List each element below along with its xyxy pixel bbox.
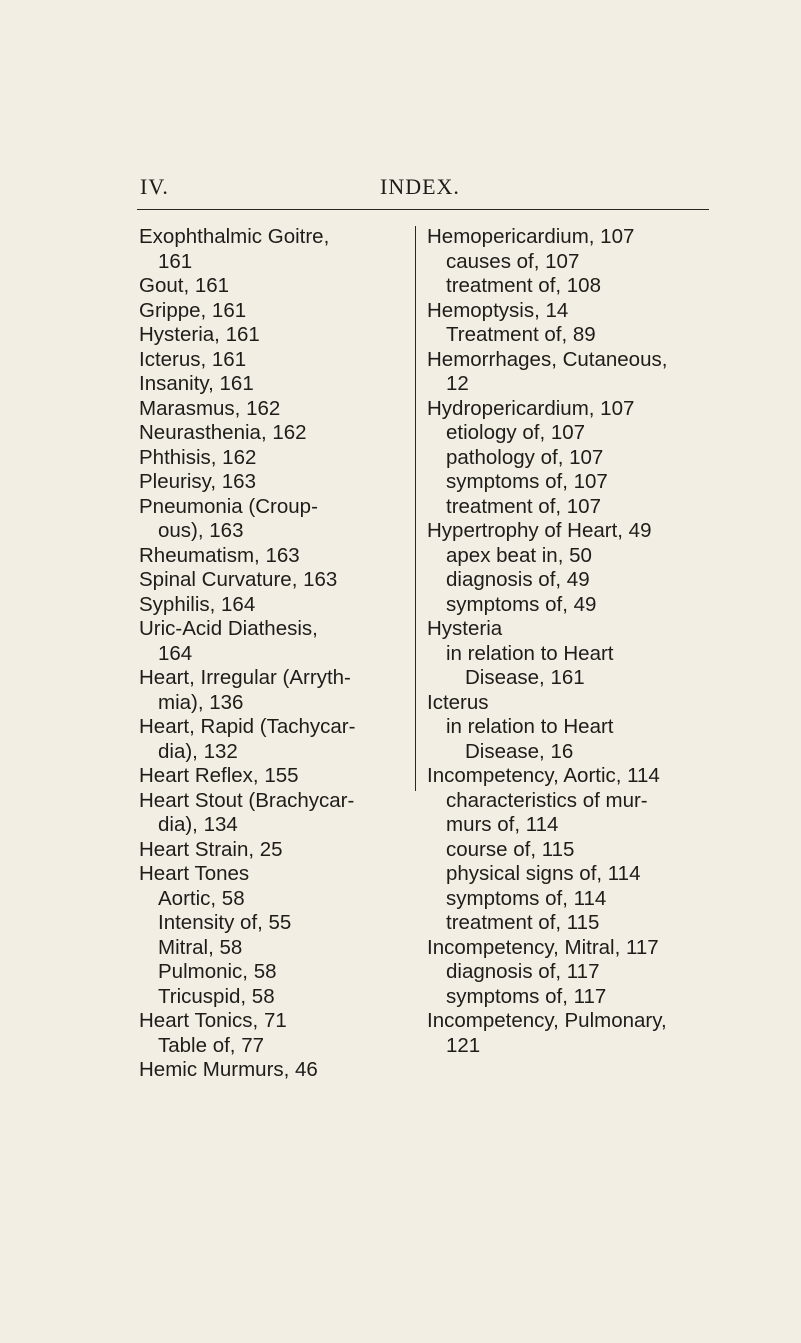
index-entry: Neurasthenia, 162 <box>139 421 307 444</box>
index-entry: characteristics of mur- <box>446 788 648 812</box>
index-entry: Hysteria <box>427 617 503 640</box>
index-entry: Insanity, 161 <box>139 372 254 395</box>
index-entry: Heart Tonics, 71 <box>139 1009 287 1032</box>
index-entry: 12 <box>446 372 469 395</box>
index-entry: murs of, 114 <box>446 813 559 836</box>
index-entry: Exophthalmic Goitre, <box>139 225 330 248</box>
index-entry: treatment of, 108 <box>446 274 601 297</box>
index-entry: Syphilis, 164 <box>139 592 256 616</box>
index-entry: Gout, 161 <box>139 274 230 297</box>
index-entry: etiology of, 107 <box>446 421 586 444</box>
index-entry: symptoms of, 107 <box>446 470 608 493</box>
index-entry: Uric-Acid Diathesis, <box>139 617 318 640</box>
index-entry: Incompetency, Mitral, 117 <box>427 935 659 959</box>
header-rule <box>137 209 709 210</box>
index-entry: Hemoptysis, 14 <box>427 298 569 322</box>
index-column-left <box>139 225 407 1083</box>
index-entry: 161 <box>158 249 193 273</box>
index-entry: in relation to Heart <box>446 641 614 665</box>
index-entry: Icterus, 161 <box>139 347 247 371</box>
index-entry: Hemopericardium, 107 <box>427 225 635 248</box>
index-entry: Marasmus, 162 <box>139 396 281 420</box>
index-entry: Pleurisy, 163 <box>139 470 256 493</box>
index-entry: mia), 136 <box>158 690 244 714</box>
index-entry: Phthisis, 162 <box>139 445 257 469</box>
index-entry: Heart, Rapid (Tachycar- <box>139 715 356 738</box>
index-entry: Rheumatism, 163 <box>139 543 300 567</box>
index-entry: Heart Strain, 25 <box>139 837 283 861</box>
index-entry: pathology of, 107 <box>446 445 604 469</box>
index-entry: Heart Tones <box>139 862 250 885</box>
index-entry: Tricuspid, 58 <box>158 984 275 1008</box>
index-entry: diagnosis of, 117 <box>446 960 600 983</box>
index-entry: causes of, 107 <box>446 249 580 273</box>
index-entry: symptoms of, 49 <box>446 592 597 616</box>
index-entry: Pneumonia (Croup- <box>139 494 318 518</box>
index-entry: Grippe, 161 <box>139 298 247 322</box>
index-entry: Pulmonic, 58 <box>158 960 277 983</box>
index-entry: physical signs of, 114 <box>446 862 641 885</box>
index-entry: Heart Reflex, 155 <box>139 764 299 787</box>
index-column-right <box>427 225 709 1058</box>
index-entry: ous), 163 <box>158 519 244 542</box>
page-title: INDEX. <box>380 174 460 199</box>
index-entry: Incompetency, Pulmonary, <box>427 1009 667 1032</box>
column-divider <box>415 226 416 791</box>
index-entry: in relation to Heart <box>446 715 614 738</box>
index-entry: Hemorrhages, Cutaneous, <box>427 347 668 371</box>
index-entry: 121 <box>446 1033 481 1057</box>
index-entry: Heart, Irregular (Arryth- <box>139 666 351 689</box>
index-entry: Table of, 77 <box>158 1033 264 1057</box>
index-entry: Treatment of, 89 <box>446 323 596 346</box>
index-entry: Hemic Murmurs, 46 <box>139 1058 318 1081</box>
index-entry: Disease, 16 <box>465 739 574 763</box>
index-entry: Hysteria, 161 <box>139 323 260 346</box>
index-entry: symptoms of, 117 <box>446 984 607 1008</box>
index-entry: 164 <box>158 641 193 665</box>
index-entry: Intensity of, 55 <box>158 911 292 934</box>
index-entry: Aortic, 58 <box>158 886 245 910</box>
index-entry: dia), 134 <box>158 813 238 836</box>
index-entry: Mitral, 58 <box>158 935 243 959</box>
index-entry: Hypertrophy of Heart, 49 <box>427 519 652 542</box>
index-entry: diagnosis of, 49 <box>446 568 590 591</box>
index-entry: treatment of, 115 <box>446 911 600 934</box>
index-entry: Icterus <box>427 690 489 714</box>
chapter-number: IV. <box>140 174 169 199</box>
index-entry: Spinal Curvature, 163 <box>139 568 338 591</box>
index-entry: Incompetency, Aortic, 114 <box>427 764 660 787</box>
index-entry: course of, 115 <box>446 837 575 861</box>
index-entry: dia), 132 <box>158 739 238 763</box>
index-entry: apex beat in, 50 <box>446 543 592 567</box>
index-entry: Disease, 161 <box>465 666 585 689</box>
index-entry: treatment of, 107 <box>446 494 601 518</box>
index-entry: Heart Stout (Brachycar- <box>139 788 355 812</box>
index-entry: Hydropericardium, 107 <box>427 396 635 420</box>
index-entry: symptoms of, 114 <box>446 886 607 910</box>
page-header <box>140 174 700 204</box>
